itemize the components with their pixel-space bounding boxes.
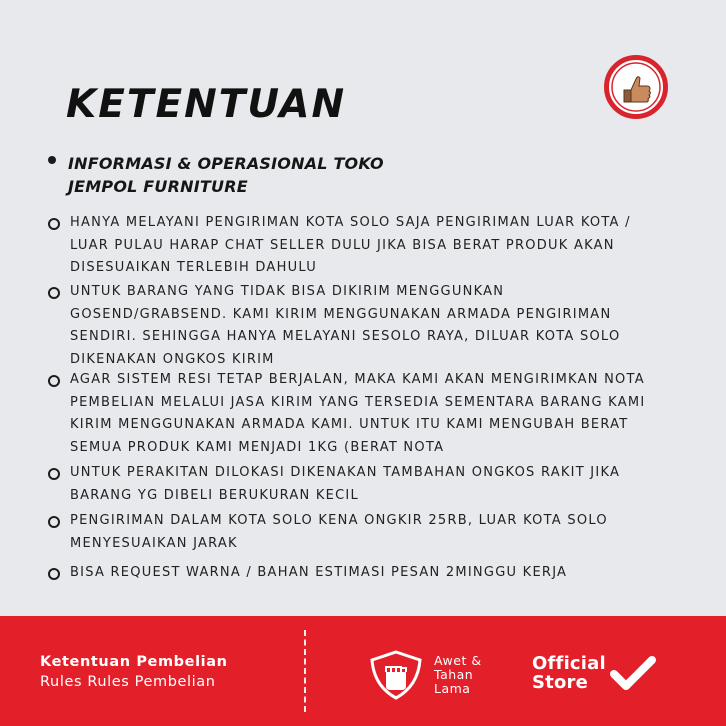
official-store-label — [532, 654, 606, 692]
rule-item — [48, 462, 648, 507]
rule-bullet-icon — [48, 375, 60, 387]
badge-text — [434, 654, 482, 696]
rule-item — [48, 562, 648, 585]
rule-text: HANYA MELAYANI PENGIRIMAN KOTA SOLO SAJA PENGIRIMAN LUAR KOTA / LUAR PULAU HARAP CHAT SELLER DULU JIKA BISA BERAT PRODUK AKAN DISESUAIKAN TERLEBIH DAHULU — [70, 215, 631, 275]
rule-bullet-icon — [48, 568, 60, 580]
subheading-line-1: INFORMASI & OPERASIONAL TOKO — [68, 154, 384, 173]
footer-divider — [304, 630, 306, 712]
official-line-1: Official — [532, 653, 606, 674]
badge-line-1: Awet & — [434, 653, 482, 668]
rule-text: UNTUK PERAKITAN DILOKASI DIKENAKAN TAMBAHAN ONGKOS RAKIT JIKA BARANG YG DIBELI BERUKURAN KECIL — [70, 465, 621, 503]
rule-text: PENGIRIMAN DALAM KOTA SOLO KENA ONGKIR 25RB, LUAR KOTA SOLO MENYESUAIKAN JARAK — [70, 513, 608, 551]
rule-item — [48, 281, 648, 371]
subheading-line-2: JEMPOL FURNITURE — [68, 177, 248, 196]
footer-bar — [0, 616, 726, 726]
subheading-bullet — [48, 156, 56, 164]
rule-item — [48, 369, 648, 459]
rule-text: UNTUK BARANG YANG TIDAK BISA DIKIRIM MENGGUNKAN GOSEND/GRABSEND. KAMI KIRIM MENGGUNAKAN ARMADA PENGIRIMAN SENDIRI. SEHINGGA HANYA MELAYANI SESOLO RAYA, DILUAR KOTA SOLO DIKENAKAN ONGKOS KIRIM — [70, 284, 621, 367]
badge-line-2: Tahan — [434, 667, 474, 682]
footer-subtitle: Rules Rules Pembelian — [40, 674, 216, 690]
rule-bullet-icon — [48, 218, 60, 230]
rule-bullet-icon — [48, 468, 60, 480]
rule-bullet-icon — [48, 287, 60, 299]
subheading — [48, 152, 468, 198]
thumbs-up-logo-icon — [604, 55, 668, 119]
shield-fist-icon — [368, 650, 424, 704]
badge-line-3: Lama — [434, 681, 471, 696]
rule-item — [48, 510, 648, 555]
rule-item — [48, 212, 648, 280]
footer-title: Ketentuan Pembelian — [40, 654, 228, 670]
rule-bullet-icon — [48, 516, 60, 528]
rule-text: BISA REQUEST WARNA / BAHAN ESTIMASI PESAN 2MINGGU KERJA — [70, 565, 568, 580]
rule-text: AGAR SISTEM RESI TETAP BERJALAN, MAKA KAMI AKAN MENGIRIMKAN NOTA PEMBELIAN MELALUI JASA KIRIM YANG TERSEDIA SEMENTARA BARANG KAMI KIRIM MENGGUNAKAN ARMADA KAMI. UNTUK ITU KAMI MENGUBAH BERAT SEMUA PRODUK KAMI MENJADI 1KG (BERAT NOTA — [70, 372, 646, 455]
page-title: KETENTUAN — [66, 82, 347, 127]
official-line-2: Store — [532, 672, 589, 693]
checkmark-icon — [610, 656, 656, 696]
